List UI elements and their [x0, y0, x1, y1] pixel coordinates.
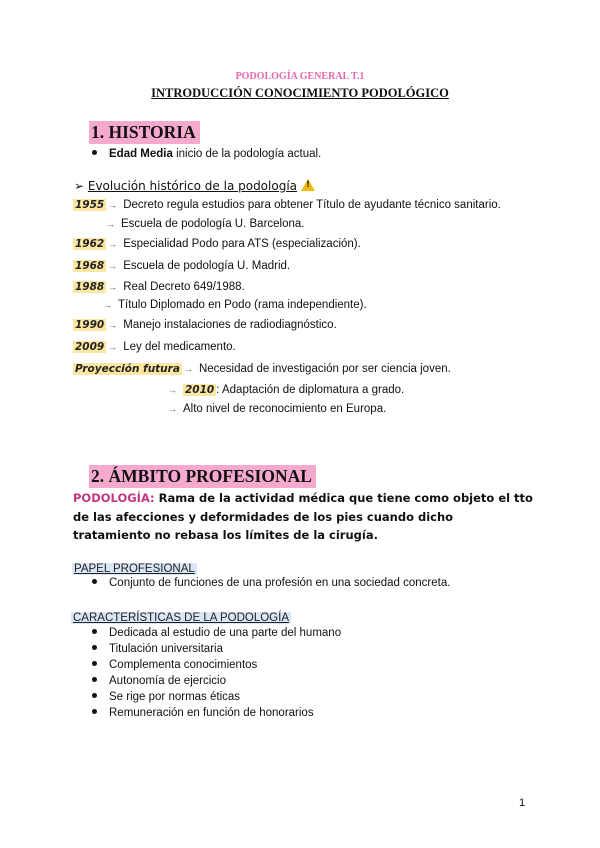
year-badge: 1962 — [75, 238, 105, 250]
bullet-dot — [92, 693, 97, 698]
future-row — [166, 383, 404, 397]
arrow-icon: → — [108, 282, 118, 292]
arrow-icon: → — [168, 404, 177, 414]
bullet-text: Dedicada al estudio de una parte del humano — [109, 627, 342, 639]
year-badge: 2009 — [75, 341, 105, 353]
future-text: Necesidad de investigación por ser ciencia joven. — [198, 363, 451, 375]
timeline-row — [73, 340, 236, 354]
future-label: Proyección futura — [75, 363, 180, 375]
timeline-row — [101, 298, 367, 312]
future-text: Alto nivel de reconocimiento en Europa. — [183, 403, 387, 415]
definition-paragraph — [73, 489, 533, 545]
arrow-icon: → — [108, 261, 118, 271]
definition-label: PODOLOGÍA: — [73, 491, 155, 505]
list-item — [92, 690, 240, 704]
evolution-title: Evolución histórico de la podología — [87, 179, 298, 193]
list-item — [92, 642, 223, 656]
list-item — [92, 576, 450, 590]
timeline-row — [73, 280, 245, 294]
future-row — [166, 402, 386, 416]
bullet-text: Conjunto de funciones de una profesión en una sociedad concreta. — [109, 577, 451, 589]
timeline-text: Escuela de podología U. Madrid. — [123, 260, 291, 272]
arrow-icon: → — [183, 364, 193, 374]
bullet-dot — [92, 677, 97, 682]
arrow-icon: → — [168, 385, 177, 395]
arrow-icon: → — [106, 219, 115, 229]
definition-text: Rama de la actividad médica que tiene como objeto el tto de las afecciones y deformidades de los pies cuando dicho tratamiento no rebasa los límites de la cirugía. — [73, 491, 533, 542]
subheading-label: CARACTERÍSTICAS DE LA PODOLOGÍA — [73, 612, 289, 624]
list-item — [92, 626, 341, 640]
year-badge: 2010 — [185, 384, 215, 396]
evolution-heading — [74, 178, 315, 193]
arrow-icon: → — [108, 239, 118, 249]
list-item — [92, 658, 257, 672]
bullet-dot — [92, 150, 97, 155]
section-heading-ambito: 2. ÁMBITO PROFESIONAL — [89, 465, 316, 488]
subject-header: PODOLOGÍA GENERAL T.1 — [235, 71, 365, 82]
document-title: INTRODUCCIÓN CONOCIMIENTO PODOLÓGICO — [151, 86, 449, 100]
timeline-row — [73, 237, 361, 251]
bullet-text: Complementa conocimientos — [109, 659, 258, 671]
bullet-text: inicio de la podología actual. — [172, 148, 322, 160]
timeline-text: Real Decreto 649/1988. — [123, 281, 245, 293]
year-badge: 1990 — [75, 319, 105, 331]
warning-icon — [301, 179, 315, 191]
subheading-papel — [72, 559, 197, 577]
bullet-text: Titulación universitaria — [109, 643, 223, 655]
bullet-dot — [92, 579, 97, 584]
bullet-dot — [92, 709, 97, 714]
timeline-text: Escuela de podología U. Barcelona. — [121, 218, 305, 230]
arrow-icon: → — [108, 342, 118, 352]
list-item — [92, 674, 226, 688]
arrow-icon: → — [103, 300, 112, 310]
timeline-text: Ley del medicamento. — [123, 341, 236, 353]
bullet-dot — [92, 629, 97, 634]
arrow-icon: → — [108, 200, 118, 210]
timeline-row — [73, 198, 501, 212]
section-heading-historia: 1. HISTORIA — [89, 121, 200, 144]
bullet-dot — [92, 645, 97, 650]
bullet-text: Se rige por normas éticas — [109, 691, 241, 703]
timeline-text: Decreto regula estudios para obtener Título de ayudante técnico sanitario. — [123, 199, 501, 211]
page-number: 1 — [519, 797, 526, 809]
timeline-text: Especialidad Podo para ATS (especialización). — [123, 238, 361, 250]
future-text: : Adaptación de diplomatura a grado. — [216, 384, 405, 396]
list-item — [92, 147, 321, 161]
arrow-icon: → — [108, 320, 118, 330]
timeline-text: Título Diplomado en Podo (rama independiente). — [118, 299, 367, 311]
subheading-caracteristicas — [71, 608, 291, 626]
bullet-text: Autonomía de ejercicio — [109, 675, 226, 687]
year-badge: 1968 — [75, 260, 105, 272]
timeline-row — [73, 318, 337, 332]
bullet-dot — [92, 661, 97, 666]
timeline-text: Manejo instalaciones de radiodiagnóstico. — [123, 319, 337, 331]
subheading-label: PAPEL PROFESIONAL — [74, 563, 195, 575]
year-badge: 1988 — [75, 281, 105, 293]
future-row — [73, 362, 451, 376]
list-item — [92, 706, 314, 720]
timeline-row — [104, 217, 304, 231]
bullet-text: Remuneración en función de honorarios — [109, 707, 314, 719]
year-badge: 1955 — [75, 199, 105, 211]
timeline-row — [73, 259, 290, 273]
bold-term: Edad Media — [109, 148, 173, 160]
arrowhead-icon: ➢ — [74, 179, 88, 193]
